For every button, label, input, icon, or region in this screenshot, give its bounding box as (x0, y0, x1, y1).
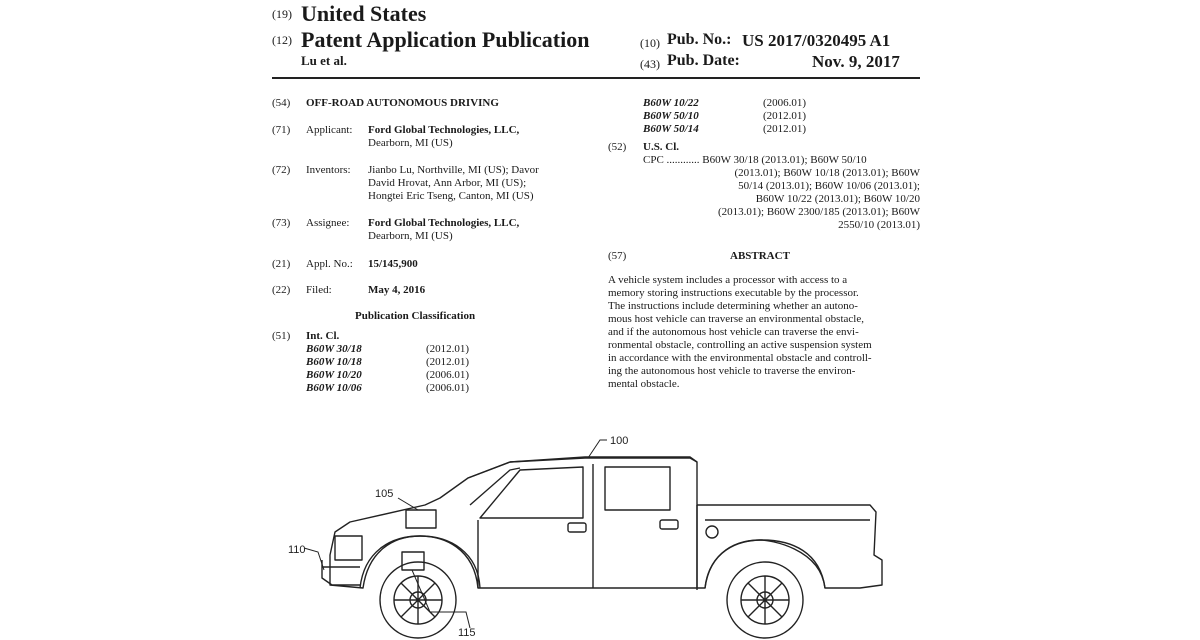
country: United States (301, 1, 427, 26)
publication-classification-heading: Publication Classification (355, 310, 476, 322)
authors: Lu et al. (301, 53, 347, 68)
int-cl-label: Int. Cl. (306, 330, 340, 342)
ref-100: 100 (610, 435, 629, 447)
sensor-115 (402, 552, 424, 570)
int-cl-code-4: B60W 10/06 (306, 382, 362, 394)
code-19: (19) (272, 7, 292, 21)
abstract-line-9: mental obstacle. (608, 378, 680, 390)
int-cl-code-3: B60W 10/20 (306, 369, 362, 381)
int-cl-code-1: B60W 30/18 (306, 343, 362, 355)
pub-date: Nov. 9, 2017 (812, 52, 900, 71)
applicant-name: Ford Global Technologies, LLC, (368, 124, 520, 136)
int-cl-cont-code-1: B60W 10/22 (643, 97, 699, 109)
cpc-line-5: (2013.01); B60W 2300/185 (2013.01); B60W (717, 206, 920, 218)
header-rule (272, 77, 920, 79)
truck-bed (697, 505, 870, 590)
inventors-code: (72) (272, 164, 291, 176)
filed-label: Filed: (306, 284, 332, 296)
abstract-heading: ABSTRACT (730, 250, 790, 262)
appl-no: 15/145,900 (368, 258, 418, 270)
int-cl-cont-year-1: (2006.01) (763, 97, 807, 109)
headlight (335, 536, 362, 560)
int-cl-cont-year-2: (2012.01) (763, 110, 807, 122)
cpc-line-1: CPC ............ B60W 30/18 (2013.01); B60W 50/10 (643, 154, 867, 166)
filed-code: (22) (272, 284, 291, 296)
truck-front-window (480, 467, 583, 518)
pub-no-label: Pub. No.: (667, 31, 732, 48)
fuel-cap (706, 526, 718, 538)
code-43: (43) (640, 57, 660, 71)
appl-label: Appl. No.: (306, 258, 353, 270)
ref-115: 115 (458, 627, 476, 639)
applicant-code: (71) (272, 124, 291, 136)
truck-door-lines (478, 464, 697, 588)
us-cl-code: (52) (608, 141, 627, 153)
truck-body-outline (330, 457, 882, 588)
filed-date: May 4, 2016 (368, 284, 426, 296)
int-cl-year-2: (2012.01) (426, 356, 470, 368)
leader-115 (412, 570, 470, 628)
inventors-line-2: David Hrovat, Ann Arbor, MI (US); (368, 177, 527, 189)
abstract-line-5: and if the autonomous host vehicle can traverse the envi- (608, 326, 859, 338)
leader-110 (304, 548, 324, 570)
title-code: (54) (272, 97, 291, 109)
pub-date-label: Pub. Date: (667, 52, 740, 69)
appl-code: (21) (272, 258, 291, 270)
abstract-code: (57) (608, 250, 627, 262)
rear-door-handle (660, 520, 678, 529)
int-cl-year-1: (2012.01) (426, 343, 470, 355)
applicant-label: Applicant: (306, 124, 353, 136)
assignee-city: Dearborn, MI (US) (368, 230, 453, 242)
sensor-105 (406, 510, 436, 528)
inventors-label: Inventors: (306, 164, 351, 176)
abstract-line-8: ing the autonomous host vehicle to traverse the environ- (608, 365, 856, 377)
ref-110: 110 (288, 544, 306, 556)
truck-rear-window (605, 467, 670, 510)
assignee-label: Assignee: (306, 217, 350, 229)
int-cl-code: (51) (272, 330, 291, 342)
int-cl-code-2: B60W 10/18 (306, 356, 362, 368)
leader-100 (588, 440, 607, 458)
int-cl-year-4: (2006.01) (426, 382, 470, 394)
abstract-line-6: ronmental obstacle, controlling an active suspension system (608, 339, 872, 351)
int-cl-cont-code-3: B60W 50/14 (643, 123, 699, 135)
assignee-code: (73) (272, 217, 291, 229)
abstract-line-4: mous host vehicle can traverse an environmental obstacle, (608, 313, 864, 325)
assignee-name: Ford Global Technologies, LLC, (368, 217, 520, 229)
patent-figure-truck (0, 420, 1200, 640)
front-bumper (322, 560, 360, 585)
int-cl-cont-code-2: B60W 50/10 (643, 110, 699, 122)
abstract-line-2: memory storing instructions executable by the processor. (608, 287, 859, 299)
pub-no: US 2017/0320495 A1 (742, 31, 891, 50)
rear-wheel-spokes (741, 576, 789, 624)
code-10: (10) (640, 36, 660, 50)
code-12: (12) (272, 33, 292, 47)
inventors-line-3: Hongtei Eric Tseng, Canton, MI (US) (368, 190, 534, 202)
ref-105: 105 (375, 488, 394, 500)
publication-type: Patent Application Publication (301, 27, 590, 52)
cpc-line-2: (2013.01); B60W 10/18 (2013.01); B60W (734, 167, 920, 179)
abstract-line-7: in accordance with the environmental obstacle and controll- (608, 352, 872, 364)
cpc-line-3: 50/14 (2013.01); B60W 10/06 (2013.01); (738, 180, 920, 192)
inventors-line-1: Jianbo Lu, Northville, MI (US); Davor (368, 164, 539, 176)
applicant-city: Dearborn, MI (US) (368, 137, 453, 149)
cpc-line-4: B60W 10/22 (2013.01); B60W 10/20 (755, 193, 920, 205)
front-door-handle (568, 523, 586, 532)
cpc-line-6: 2550/10 (2013.01) (838, 219, 920, 231)
abstract-line-1: A vehicle system includes a processor with access to a (608, 274, 848, 286)
us-cl-label: U.S. Cl. (643, 141, 680, 153)
invention-title: OFF-ROAD AUTONOMOUS DRIVING (306, 97, 499, 109)
int-cl-year-3: (2006.01) (426, 369, 470, 381)
int-cl-cont-year-3: (2012.01) (763, 123, 807, 135)
abstract-line-3: The instructions include determining whether an autono- (608, 300, 858, 312)
